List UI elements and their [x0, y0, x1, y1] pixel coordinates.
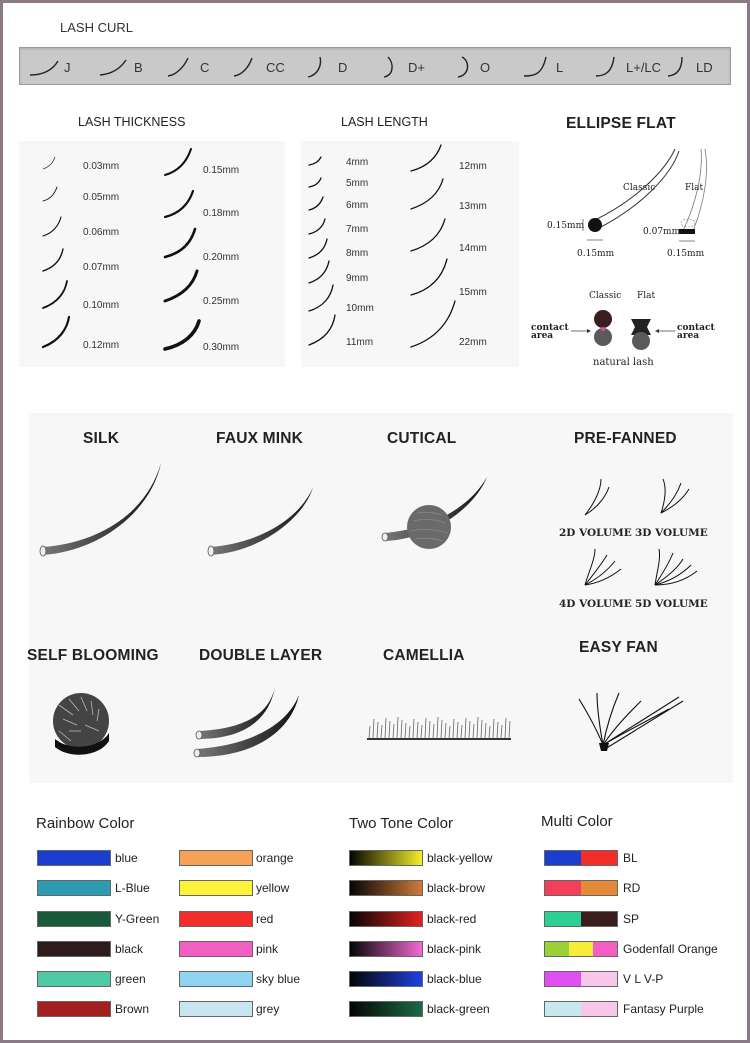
- thickness-label: 0.12mm: [83, 340, 120, 351]
- length-label: 6mm: [346, 200, 369, 211]
- curl-l-icon: [520, 55, 554, 79]
- classic-label: Classic: [623, 183, 656, 193]
- color-label: black-blue: [427, 972, 482, 986]
- length-label: 12mm: [459, 161, 487, 172]
- length-label: 7mm: [346, 224, 369, 235]
- color-swatch: [179, 911, 253, 927]
- color-swatch: [37, 941, 111, 957]
- ellipse-flat-diagram: [525, 141, 735, 371]
- color-swatch: [179, 880, 253, 896]
- color-label: RD: [623, 881, 641, 895]
- contact-area-right: contact area: [677, 323, 715, 341]
- color-swatch: [37, 880, 111, 896]
- curl-j-icon: [28, 55, 62, 79]
- lash-types-row1-icon: [29, 453, 549, 563]
- thickness-label: 0.30mm: [203, 342, 240, 353]
- color-label: Godenfall Orange: [623, 942, 718, 956]
- curl-b: B: [98, 54, 143, 80]
- color-swatch: [544, 1001, 618, 1017]
- flat-label-2: Flat: [637, 291, 656, 301]
- color-label: black-yellow: [427, 851, 493, 865]
- volume-5d-label: 5D VOLUME: [635, 598, 708, 610]
- color-label: black: [115, 942, 144, 956]
- color-label: sky blue: [256, 972, 301, 986]
- color-label: black-red: [427, 912, 477, 926]
- color-label: L-Blue: [115, 881, 150, 895]
- cutical-title: CUTICAL: [387, 430, 457, 447]
- length-label: 4mm: [346, 157, 369, 168]
- color-swatch: [544, 941, 618, 957]
- silk-title: SILK: [83, 430, 120, 447]
- color-label: Brown: [115, 1002, 150, 1016]
- thickness-label: 0.20mm: [203, 252, 240, 263]
- curl-cc-icon: [230, 55, 264, 79]
- multi-color-title: Multi Color: [541, 813, 613, 830]
- curl-j: J: [28, 54, 71, 80]
- dim-label: 0.07mm: [643, 227, 681, 237]
- color-swatch: [37, 971, 111, 987]
- color-swatch: [544, 911, 618, 927]
- self-blooming-title: SELF BLOOMING: [27, 647, 159, 664]
- color-label: black-green: [427, 1002, 490, 1016]
- curl-o: O: [444, 54, 490, 80]
- color-swatch: [349, 941, 423, 957]
- curl-o-icon: [444, 55, 478, 79]
- length-label: 13mm: [459, 201, 487, 212]
- pre-fanned-title: PRE-FANNED: [574, 430, 677, 447]
- color-swatch: [37, 850, 111, 866]
- length-label: 22mm: [459, 337, 487, 348]
- color-swatch: [544, 880, 618, 896]
- thickness-label: 0.03mm: [83, 161, 120, 172]
- curl-c-icon: [164, 55, 198, 79]
- volume-4d-label: 4D VOLUME: [559, 598, 632, 610]
- natural-lash-label: natural lash: [593, 357, 654, 368]
- color-label: green: [115, 972, 146, 986]
- faux-mink-title: FAUX MINK: [216, 430, 304, 447]
- lash-types-panel: [29, 413, 733, 783]
- curl-c: C: [164, 54, 209, 80]
- dim-label: 0.15mm: [667, 249, 705, 259]
- camellia-title: CAMELLIA: [383, 647, 465, 664]
- length-label: 14mm: [459, 243, 487, 254]
- color-swatch: [349, 850, 423, 866]
- curl-l-plus-lc: L+/LC: [590, 54, 661, 80]
- color-swatch: [349, 911, 423, 927]
- lash-types-row2-icon: [29, 675, 733, 775]
- curl-d-icon: [302, 55, 336, 79]
- color-label: pink: [256, 942, 279, 956]
- color-swatch: [349, 971, 423, 987]
- length-label: 15mm: [459, 287, 487, 298]
- dim-label: 0.15mm: [547, 221, 585, 231]
- curl-d: D: [302, 54, 347, 80]
- color-label: V L V-P: [623, 972, 664, 986]
- color-swatch: [179, 941, 253, 957]
- curl-l-plus-lc-icon: [590, 55, 624, 79]
- length-panel: [301, 141, 519, 367]
- color-swatch: [179, 971, 253, 987]
- volume-2d-label: 2D VOLUME: [559, 527, 632, 539]
- color-label: BL: [623, 851, 638, 865]
- thickness-panel: [19, 141, 285, 367]
- contact-area-left: contact area: [531, 323, 569, 341]
- curl-ld-icon: [660, 55, 694, 79]
- curl-ld: LD: [660, 54, 713, 80]
- curl-l: L: [520, 54, 563, 80]
- color-label: red: [256, 912, 274, 926]
- length-label: 8mm: [346, 248, 369, 259]
- color-label: Y-Green: [115, 912, 160, 926]
- thickness-label: 0.06mm: [83, 227, 120, 238]
- color-swatch: [349, 880, 423, 896]
- color-label: SP: [623, 912, 640, 926]
- volume-3d-label: 3D VOLUME: [635, 527, 708, 539]
- curl-cc: CC: [230, 54, 285, 80]
- flat-label: Flat: [685, 183, 704, 193]
- ellipse-flat-title: ELLIPSE FLAT: [566, 115, 676, 132]
- rainbow-color-title: Rainbow Color: [36, 815, 135, 832]
- color-swatch: [37, 1001, 111, 1017]
- curl-b-icon: [98, 55, 132, 79]
- curl-d-plus: D+: [372, 54, 425, 80]
- length-label: 11mm: [346, 337, 374, 348]
- length-label: 5mm: [346, 178, 369, 189]
- easy-fan-title: EASY FAN: [579, 639, 658, 656]
- color-swatch: [544, 850, 618, 866]
- two-tone-color-title: Two Tone Color: [349, 815, 453, 832]
- length-label: 10mm: [346, 303, 374, 314]
- thickness-label: 0.25mm: [203, 296, 240, 307]
- color-swatch: [179, 850, 253, 866]
- color-swatch: [179, 1001, 253, 1017]
- color-swatch: [544, 971, 618, 987]
- color-swatch: [349, 1001, 423, 1017]
- lash-length-title: LASH LENGTH: [341, 115, 428, 129]
- color-label: Fantasy Purple: [623, 1002, 704, 1016]
- color-label: orange: [256, 851, 294, 865]
- length-curls-icon: [301, 141, 519, 367]
- product-sheet: [3, 3, 747, 1040]
- thickness-label: 0.07mm: [83, 262, 120, 273]
- color-label: black-pink: [427, 942, 482, 956]
- color-label: grey: [256, 1002, 280, 1016]
- thickness-label: 0.05mm: [83, 192, 120, 203]
- length-label: 9mm: [346, 273, 369, 284]
- thickness-curls-icon: [19, 141, 285, 367]
- double-layer-title: DOUBLE LAYER: [199, 647, 323, 664]
- classic-label-2: Classic: [589, 291, 622, 301]
- curl-d-plus-icon: [372, 55, 406, 79]
- thickness-label: 0.10mm: [83, 300, 120, 311]
- dim-label: 0.15mm: [577, 249, 615, 259]
- lash-curl-bar: [19, 47, 731, 85]
- color-swatch: [37, 911, 111, 927]
- lash-thickness-title: LASH THICKNESS: [78, 115, 186, 129]
- lash-curl-title: LASH CURL: [60, 20, 133, 35]
- color-label: black-brow: [427, 881, 486, 895]
- thickness-label: 0.18mm: [203, 208, 240, 219]
- color-label: blue: [115, 851, 138, 865]
- thickness-label: 0.15mm: [203, 165, 240, 176]
- color-label: yellow: [256, 881, 290, 895]
